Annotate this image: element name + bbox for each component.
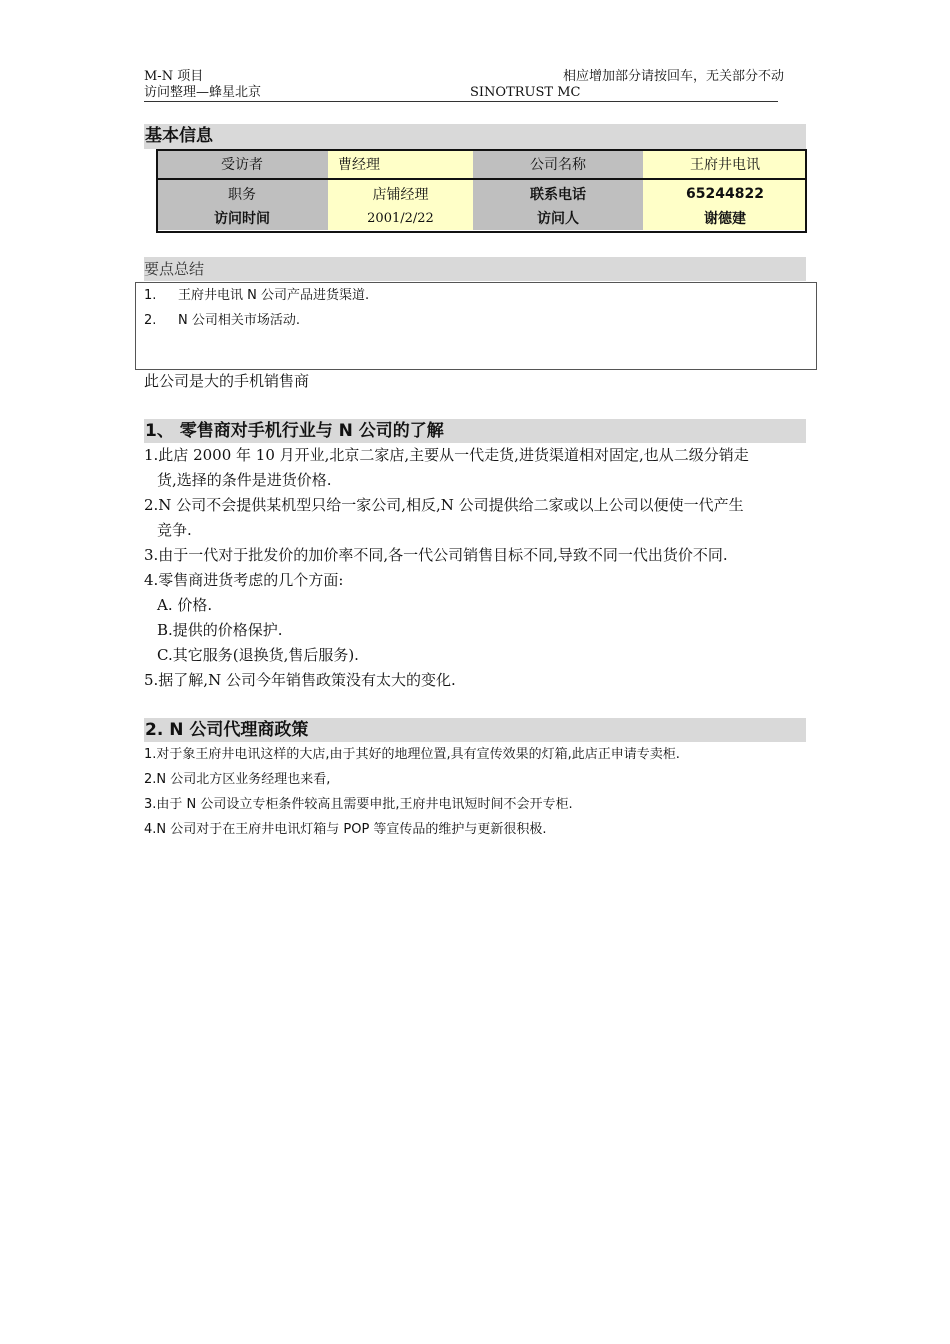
section2-point4: 4.N 公司对于在王府井电讯灯箱与 POP 等宣传品的维护与更新很积极. (144, 822, 547, 837)
summary-band (144, 257, 806, 281)
label-phone: 联系电话 (473, 178, 643, 206)
basic-info-band (144, 124, 806, 149)
section1-point2-cont: 竞争. (157, 521, 192, 539)
basic-info-title: 基本信息 (145, 126, 213, 146)
summary-item-number: 1. (144, 288, 157, 303)
summary-item (144, 286, 369, 306)
label-visitor: 访问人 (473, 206, 643, 230)
company-name: SINOTRUST MC (470, 85, 581, 100)
summary-item-text: N 公司相关市场活动. (178, 313, 300, 328)
section1-point4: 4.零售商进货考虑的几个方面: (144, 571, 344, 589)
summary-note: 此公司是大的手机销售商 (144, 372, 310, 390)
section1-point2: 2.N 公司不会提供某机型只给一家公司,相反,N 公司提供给二家或以上公司以便使一代产生 (144, 496, 744, 514)
value-interviewee: 曹经理 (328, 149, 473, 178)
section2-point1: 1.对于象王府井电讯这样的大店,由于其好的地理位置,具有宣传效果的灯箱,此店正申请专卖柜. (144, 747, 680, 762)
value-position: 店铺经理 (328, 178, 473, 206)
summary-item (144, 311, 300, 331)
section1-point1: 1.此店 2000 年 10 月开业,北京二家店,主要从一代走货,进货渠道相对固定,也从二级分销走 (144, 446, 749, 464)
label-position: 职务 (156, 178, 328, 206)
label-company-name: 公司名称 (473, 149, 643, 178)
section2-point3: 3.由于 N 公司设立专柜条件较高且需要申批,王府井电讯短时间不会开专柜. (144, 797, 573, 812)
section2-band (144, 718, 806, 742)
value-visit-time: 2001/2/22 (328, 206, 473, 230)
header-rule (144, 101, 778, 102)
label-visit-time: 访问时间 (156, 206, 328, 230)
section1-title: 1、 零售商对手机行业与 N 公司的了解 (145, 421, 444, 441)
summary-item-number: 2. (144, 313, 157, 328)
document-subtitle: 访问整理—蜂星北京 (144, 85, 262, 100)
value-phone: 65244822 (643, 178, 807, 206)
summary-item-text: 王府井电讯 N 公司产品进货渠道. (178, 288, 370, 303)
header-instruction: 相应增加部分请按回车，无关部分不动 (563, 69, 785, 84)
value-company-name: 王府井电讯 (643, 149, 807, 178)
project-label: M-N 项目 (144, 69, 204, 84)
section1-point1-cont: 货,选择的条件是进货价格. (157, 471, 332, 489)
section1-point4-b: B.提供的价格保护. (157, 621, 283, 639)
section1-point3: 3.由于一代对于批发价的加价率不同,各一代公司销售目标不同,导致不同一代出货价不同. (144, 546, 728, 564)
section1-band (144, 419, 806, 443)
section1-point5: 5.据了解,N 公司今年销售政策没有太大的变化. (144, 671, 456, 689)
info-frame-bottom (156, 178, 807, 233)
summary-box (135, 282, 817, 370)
section2-title: 2. N 公司代理商政策 (145, 720, 309, 740)
label-interviewee: 受访者 (156, 149, 328, 178)
section2-point2: 2.N 公司北方区业务经理也来看, (144, 772, 331, 787)
info-frame-top (156, 149, 807, 180)
summary-title: 要点总结 (144, 260, 205, 278)
section1-point4-a: A. 价格. (157, 596, 213, 614)
value-visitor: 谢德建 (643, 206, 807, 230)
section1-point4-c: C.其它服务(退换货,售后服务). (157, 646, 359, 664)
